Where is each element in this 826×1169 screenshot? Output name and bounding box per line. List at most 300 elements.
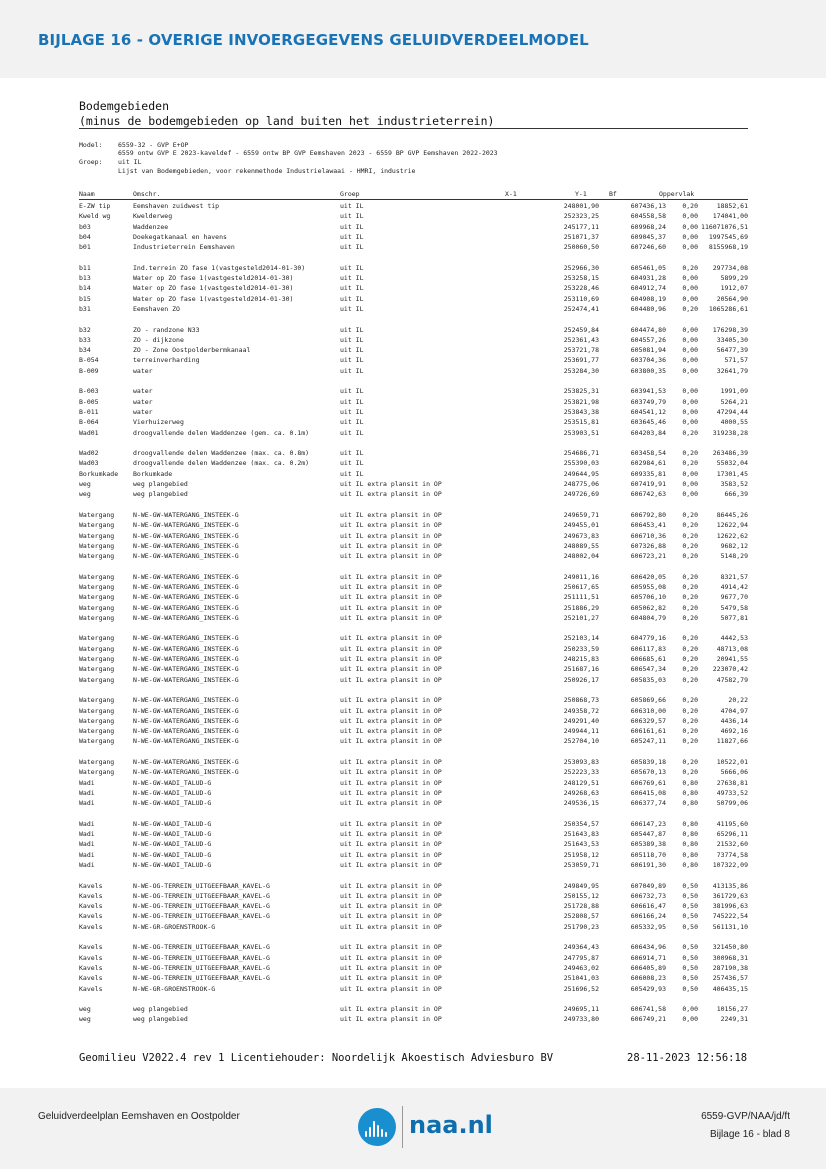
table-row xyxy=(79,963,748,973)
cell-oppervlak: 107322,09 xyxy=(712,861,748,869)
cell-naam: Borkumkade xyxy=(79,469,119,478)
cell-omschr: Water op ZO fase 1(vastgesteld2014-01-30) xyxy=(133,274,294,283)
group-spacer xyxy=(79,438,748,448)
cell-naam: b04 xyxy=(79,232,91,241)
cell-oppervlak: 73774,58 xyxy=(716,850,748,859)
cell-omschr: N-WE-GW-WATERGANG_INSTEEK-G xyxy=(133,572,239,581)
cell-naam: b31 xyxy=(79,304,91,313)
cell-omschr: N-WE-GW-WATERGANG_INSTEEK-G xyxy=(133,613,239,622)
cell-groep: uit IL xyxy=(340,335,364,344)
cell-x1: 251041,03 xyxy=(563,974,599,983)
cell-naam: Kavels xyxy=(79,953,103,962)
col-header-bf: Bf xyxy=(609,190,617,198)
cell-bf: 0,80 xyxy=(682,819,698,828)
cell-omschr: N-WE-GR-GROENSTROOK-G xyxy=(133,984,216,993)
model-line-2: 6559 ontw GVP E 2023-kaveldef - 6559 ontw BP GVP Eemshaven 2023 - 6559 BP GVP Eemshaven 2022-2023 xyxy=(118,149,498,157)
table-row xyxy=(79,355,748,365)
cell-naam: b11 xyxy=(79,263,91,272)
cell-y1: 606415,08 xyxy=(630,788,666,797)
cell-bf: 0,20 xyxy=(682,449,698,458)
cell-y1: 607246,60 xyxy=(630,243,666,252)
cell-x1: 249726,69 xyxy=(563,490,599,499)
table-row xyxy=(79,1004,748,1014)
cell-bf: 0,50 xyxy=(682,953,698,962)
cell-bf: 0,20 xyxy=(682,706,698,715)
cell-groep: uit IL extra plansit in OP xyxy=(340,665,442,674)
cell-oppervlak: 56477,39 xyxy=(716,346,748,355)
cell-naam: B-005 xyxy=(79,397,99,406)
cell-oppervlak: 9677,70 xyxy=(720,593,748,602)
cell-omschr: N-WE-OG-TERREIN_UITGEEFBAAR_KAVEL-G xyxy=(133,881,270,890)
cell-omschr: Kwelderweg xyxy=(133,212,173,221)
cell-y1: 603458,54 xyxy=(630,449,666,458)
cell-oppervlak: 50799,06 xyxy=(716,799,748,808)
cell-naam: Watergang xyxy=(79,593,115,602)
cell-bf: 0,00 xyxy=(682,407,698,416)
table-row xyxy=(79,335,748,345)
table-row xyxy=(79,407,748,417)
cell-bf: 0,20 xyxy=(682,582,698,591)
cell-bf: 0,80 xyxy=(682,840,698,849)
cell-groep: uit IL extra plansit in OP xyxy=(340,953,442,962)
cell-bf: 0,50 xyxy=(682,922,698,931)
cell-groep: uit IL xyxy=(340,263,364,272)
cell-groep: uit IL extra plansit in OP xyxy=(340,984,442,993)
cell-naam: Watergang xyxy=(79,552,115,561)
cell-y1: 606329,57 xyxy=(630,716,666,725)
cell-bf: 0,00 xyxy=(682,212,698,221)
cell-x1: 251643,83 xyxy=(563,830,599,839)
cell-groep: uit IL extra plansit in OP xyxy=(340,521,442,530)
cell-groep: uit IL extra plansit in OP xyxy=(340,480,442,489)
cell-groep: uit IL extra plansit in OP xyxy=(340,675,442,684)
cell-naam: Watergang xyxy=(79,613,115,622)
cell-naam: weg xyxy=(79,1005,91,1014)
print-datetime: 28-11-2023 12:56:18 xyxy=(627,1052,748,1064)
cell-y1: 605389,38 xyxy=(630,840,666,849)
cell-omschr: N-WE-GW-WATERGANG_INSTEEK-G xyxy=(133,644,239,653)
table-row xyxy=(79,366,748,376)
cell-omschr: ZO - Zone Oostpolderbermkanaal xyxy=(133,346,251,355)
cell-omschr: water xyxy=(133,407,153,416)
cell-groep: uit IL extra plansit in OP xyxy=(340,531,442,540)
table-row xyxy=(79,520,748,530)
cell-groep: uit IL extra plansit in OP xyxy=(340,572,442,581)
table-row xyxy=(79,273,748,283)
cell-naam: Kavels xyxy=(79,912,103,921)
cell-y1: 604931,28 xyxy=(630,274,666,283)
cell-oppervlak: 1997545,69 xyxy=(708,232,748,241)
cell-oppervlak: 47294,44 xyxy=(716,407,748,416)
naa-logo xyxy=(358,1106,493,1148)
cell-groep: uit IL extra plansit in OP xyxy=(340,1015,442,1024)
cell-omschr: N-WE-GW-WATERGANG_INSTEEK-G xyxy=(133,510,239,519)
cell-naam: Wad03 xyxy=(79,459,99,468)
cell-oppervlak: 381996,63 xyxy=(712,902,748,911)
cell-naam: Wadi xyxy=(79,840,95,849)
cell-x1: 252966,30 xyxy=(563,263,599,272)
cell-omschr: N-WE-OG-TERREIN_UITGEEFBAAR_KAVEL-G xyxy=(133,974,270,983)
cell-x1: 252361,43 xyxy=(563,335,599,344)
cell-bf: 0,20 xyxy=(682,521,698,530)
table-row xyxy=(79,201,748,211)
cell-y1: 606685,61 xyxy=(630,655,666,664)
cell-oppervlak: 12622,94 xyxy=(716,521,748,530)
footer-project-title: Geluidverdeelplan Eemshaven en Oostpolder xyxy=(38,1111,240,1122)
table-row xyxy=(79,839,748,849)
cell-oppervlak: 361729,63 xyxy=(712,891,748,900)
header-divider xyxy=(79,199,748,200)
cell-y1: 606769,61 xyxy=(630,778,666,787)
cell-bf: 0,00 xyxy=(682,222,698,231)
cell-groep: uit IL extra plansit in OP xyxy=(340,603,442,612)
cell-y1: 606147,23 xyxy=(630,819,666,828)
cell-y1: 609335,81 xyxy=(630,469,666,478)
cell-x1: 248775,06 xyxy=(563,480,599,489)
cell-omschr: N-WE-GW-WATERGANG_INSTEEK-G xyxy=(133,552,239,561)
cell-omschr: N-WE-GW-WADI_TALUD-G xyxy=(133,788,212,797)
table-row xyxy=(79,397,748,407)
cell-bf: 0,20 xyxy=(682,541,698,550)
cell-oppervlak: 49733,52 xyxy=(716,788,748,797)
cell-oppervlak: 8155968,19 xyxy=(708,243,748,252)
cell-y1: 605081,94 xyxy=(630,346,666,355)
table-row xyxy=(79,788,748,798)
cell-bf: 0,00 xyxy=(682,366,698,375)
cell-groep: uit IL extra plansit in OP xyxy=(340,552,442,561)
cell-omschr: Waddenzee xyxy=(133,222,169,231)
cell-naam: Watergang xyxy=(79,541,115,550)
cell-x1: 252474,41 xyxy=(563,304,599,313)
cell-y1: 606377,74 xyxy=(630,799,666,808)
table-row xyxy=(79,757,748,767)
cell-omschr: Eemshaven ZO xyxy=(133,304,180,313)
table-row xyxy=(79,242,748,252)
table-row xyxy=(79,891,748,901)
group-spacer xyxy=(79,500,748,510)
table-row xyxy=(79,582,748,592)
cell-y1: 604557,26 xyxy=(630,335,666,344)
cell-bf: 0,50 xyxy=(682,881,698,890)
table-row xyxy=(79,294,748,304)
cell-y1: 606710,36 xyxy=(630,531,666,540)
cell-bf: 0,00 xyxy=(682,397,698,406)
cell-x1: 250617,65 xyxy=(563,582,599,591)
cell-bf: 0,00 xyxy=(682,418,698,427)
cell-y1: 603749,79 xyxy=(630,397,666,406)
table-row xyxy=(79,222,748,232)
cell-bf: 0,20 xyxy=(682,655,698,664)
cell-groep: uit IL extra plansit in OP xyxy=(340,778,442,787)
cell-omschr: Borkumkade xyxy=(133,469,173,478)
cell-x1: 249673,83 xyxy=(563,531,599,540)
cell-omschr: weg plangebied xyxy=(133,1015,188,1024)
cell-omschr: Ind.terrein ZO fase 1(vastgesteld2014-01-30) xyxy=(133,263,306,272)
cell-naam: b15 xyxy=(79,294,91,303)
cell-y1: 607436,13 xyxy=(630,202,666,210)
cell-groep: uit IL extra plansit in OP xyxy=(340,737,442,746)
cell-groep: uit IL extra plansit in OP xyxy=(340,912,442,921)
cell-y1: 606547,34 xyxy=(630,665,666,674)
cell-omschr: ZO - dijkzone xyxy=(133,335,184,344)
cell-omschr: N-WE-GW-WADI_TALUD-G xyxy=(133,850,212,859)
cell-groep: uit IL extra plansit in OP xyxy=(340,758,442,767)
cell-x1: 252808,57 xyxy=(563,912,599,921)
cell-groep: uit IL extra plansit in OP xyxy=(340,613,442,622)
cell-naam: Watergang xyxy=(79,644,115,653)
table-row xyxy=(79,448,748,458)
cell-omschr: N-WE-GW-WATERGANG_INSTEEK-G xyxy=(133,675,239,684)
cell-bf: 0,00 xyxy=(682,387,698,396)
cell-y1: 605955,08 xyxy=(630,582,666,591)
cell-bf: 0,80 xyxy=(682,830,698,839)
cell-bf: 0,50 xyxy=(682,963,698,972)
cell-omschr: N-WE-OG-TERREIN_UITGEEFBAAR_KAVEL-G xyxy=(133,943,270,952)
group-spacer xyxy=(79,376,748,386)
cell-y1: 603941,53 xyxy=(630,387,666,396)
cell-y1: 605839,18 xyxy=(630,758,666,767)
cell-bf: 0,20 xyxy=(682,634,698,643)
cell-bf: 0,00 xyxy=(682,294,698,303)
cell-oppervlak: 55032,04 xyxy=(716,459,748,468)
cell-oppervlak: 571,57 xyxy=(724,356,748,365)
cell-groep: uit IL extra plansit in OP xyxy=(340,490,442,499)
table-row xyxy=(79,510,748,520)
cell-oppervlak: 287190,38 xyxy=(712,963,748,972)
cell-x1: 253691,77 xyxy=(563,356,599,365)
cell-omschr: N-WE-GW-WATERGANG_INSTEEK-G xyxy=(133,582,239,591)
cell-bf: 0,80 xyxy=(682,778,698,787)
table-row xyxy=(79,633,748,643)
cell-groep: uit IL extra plansit in OP xyxy=(340,963,442,972)
cell-omschr: N-WE-GW-WATERGANG_INSTEEK-G xyxy=(133,768,239,777)
table-row xyxy=(79,984,748,994)
cell-naam: b33 xyxy=(79,335,91,344)
cell-oppervlak: 32641,79 xyxy=(716,366,748,375)
cell-y1: 606405,89 xyxy=(630,963,666,972)
cell-naam: b34 xyxy=(79,346,91,355)
cell-oppervlak: 1912,07 xyxy=(720,284,748,293)
cell-omschr: weg plangebied xyxy=(133,1005,188,1014)
cell-naam: Watergang xyxy=(79,696,115,705)
section-title: Bodemgebieden xyxy=(79,99,170,113)
cell-groep: uit IL xyxy=(340,346,364,355)
cell-x1: 249291,40 xyxy=(563,716,599,725)
cell-naam: Kweld wg xyxy=(79,212,111,221)
cell-omschr: water xyxy=(133,387,153,396)
cell-groep: uit IL extra plansit in OP xyxy=(340,788,442,797)
cell-groep: uit IL xyxy=(340,202,364,210)
page-title: BIJLAGE 16 - OVERIGE INVOERGEGEVENS GELUIDVERDEELMODEL xyxy=(38,31,589,49)
cell-omschr: Industrieterrein Eemshaven xyxy=(133,243,235,252)
cell-naam: Watergang xyxy=(79,716,115,725)
cell-y1: 604804,79 xyxy=(630,613,666,622)
cell-omschr: droogvallende delen Waddenzee (gem. ca. 0.1m) xyxy=(133,428,310,437)
cell-y1: 605062,82 xyxy=(630,603,666,612)
cell-naam: Watergang xyxy=(79,768,115,777)
cell-y1: 604474,80 xyxy=(630,325,666,334)
cell-bf: 0,20 xyxy=(682,696,698,705)
cell-naam: Wadi xyxy=(79,850,95,859)
cell-y1: 607049,89 xyxy=(630,881,666,890)
cell-oppervlak: 4000,55 xyxy=(720,418,748,427)
cell-omschr: N-WE-GW-WADI_TALUD-G xyxy=(133,819,212,828)
table-row xyxy=(79,541,748,551)
cell-omschr: Water op ZO fase 1(vastgesteld2014-01-30) xyxy=(133,284,294,293)
cell-naam: Kavels xyxy=(79,943,103,952)
cell-omschr: ZO - randzone N33 xyxy=(133,325,200,334)
cell-x1: 253821,98 xyxy=(563,397,599,406)
table-row xyxy=(79,458,748,468)
footer-page: Bijlage 16 - blad 8 xyxy=(709,1129,790,1140)
table-row xyxy=(79,479,748,489)
cell-oppervlak: 666,39 xyxy=(724,490,748,499)
cell-bf: 0,00 xyxy=(682,284,698,293)
cell-groep: uit IL extra plansit in OP xyxy=(340,696,442,705)
table-row xyxy=(79,531,748,541)
table-row xyxy=(79,695,748,705)
cell-bf: 0,80 xyxy=(682,799,698,808)
cell-y1: 604912,74 xyxy=(630,284,666,293)
cell-groep: uit IL xyxy=(340,449,364,458)
table-row xyxy=(79,654,748,664)
table-row xyxy=(79,911,748,921)
table-row xyxy=(79,211,748,221)
cell-y1: 604558,58 xyxy=(630,212,666,221)
cell-x1: 253110,69 xyxy=(563,294,599,303)
cell-x1: 252223,33 xyxy=(563,768,599,777)
cell-bf: 0,00 xyxy=(682,469,698,478)
cell-x1: 248001,90 xyxy=(563,202,599,210)
cell-x1: 254686,71 xyxy=(563,449,599,458)
cell-oppervlak: 300968,31 xyxy=(712,953,748,962)
cell-y1: 607326,88 xyxy=(630,541,666,550)
table-row xyxy=(79,345,748,355)
cell-groep: uit IL xyxy=(340,387,364,396)
cell-x1: 255390,03 xyxy=(563,459,599,468)
cell-y1: 606616,47 xyxy=(630,902,666,911)
table-row xyxy=(79,386,748,396)
cell-oppervlak: 20564,90 xyxy=(716,294,748,303)
model-line-1: 6559-32 - GVP E+OP xyxy=(118,141,189,149)
table-row xyxy=(79,819,748,829)
cell-bf: 0,20 xyxy=(682,428,698,437)
table-row xyxy=(79,881,748,891)
table-row xyxy=(79,860,748,870)
cell-naam: Watergang xyxy=(79,521,115,530)
cell-y1: 606420,05 xyxy=(630,572,666,581)
cell-groep: uit IL extra plansit in OP xyxy=(340,974,442,983)
cell-x1: 249659,71 xyxy=(563,510,599,519)
cell-bf: 0,00 xyxy=(682,232,698,241)
cell-y1: 606732,73 xyxy=(630,891,666,900)
cell-groep: uit IL extra plansit in OP xyxy=(340,819,442,828)
cell-oppervlak: 48713,08 xyxy=(716,644,748,653)
cell-groep: uit IL xyxy=(340,212,364,221)
cell-omschr: N-WE-OG-TERREIN_UITGEEFBAAR_KAVEL-G xyxy=(133,891,270,900)
cell-oppervlak: 257436,57 xyxy=(712,974,748,983)
cell-groep: uit IL extra plansit in OP xyxy=(340,922,442,931)
cell-omschr: weg plangebied xyxy=(133,480,188,489)
cell-x1: 250354,57 xyxy=(563,819,599,828)
cell-x1: 253228,46 xyxy=(563,284,599,293)
cell-groep: uit IL extra plansit in OP xyxy=(340,850,442,859)
cell-groep: uit IL extra plansit in OP xyxy=(340,830,442,839)
cell-oppervlak: 12622,62 xyxy=(716,531,748,540)
col-header-oppervlak: Oppervlak xyxy=(659,190,695,198)
cell-oppervlak: 174041,00 xyxy=(712,212,748,221)
cell-oppervlak: 321450,80 xyxy=(712,943,748,952)
cell-bf: 0,20 xyxy=(682,202,698,210)
cell-x1: 251958,12 xyxy=(563,850,599,859)
cell-omschr: N-WE-GW-WADI_TALUD-G xyxy=(133,830,212,839)
cell-naam: Wadi xyxy=(79,778,95,787)
group-spacer xyxy=(79,623,748,633)
cell-bf: 0,00 xyxy=(682,243,698,252)
group-spacer xyxy=(79,747,748,757)
cell-omschr: N-WE-GW-WATERGANG_INSTEEK-G xyxy=(133,758,239,767)
table-row xyxy=(79,901,748,911)
model-label: Model: xyxy=(79,141,103,149)
cell-x1: 249644,95 xyxy=(563,469,599,478)
cell-y1: 604908,19 xyxy=(630,294,666,303)
cell-naam: Watergang xyxy=(79,582,115,591)
cell-x1: 249944,11 xyxy=(563,727,599,736)
cell-y1: 604541,12 xyxy=(630,407,666,416)
cell-omschr: N-WE-OG-TERREIN_UITGEEFBAAR_KAVEL-G xyxy=(133,963,270,972)
cell-omschr: N-WE-GW-WATERGANG_INSTEEK-G xyxy=(133,541,239,550)
cell-y1: 607419,91 xyxy=(630,480,666,489)
cell-naam: Kavels xyxy=(79,974,103,983)
cell-oppervlak: 5148,29 xyxy=(720,552,748,561)
cell-bf: 0,50 xyxy=(682,912,698,921)
cell-naam: Watergang xyxy=(79,655,115,664)
cell-oppervlak: 86445,26 xyxy=(716,510,748,519)
table-row xyxy=(79,716,748,726)
cell-x1: 250155,12 xyxy=(563,891,599,900)
groep-value: uit IL xyxy=(118,158,142,166)
cell-naam: Kavels xyxy=(79,881,103,890)
cell-oppervlak: 1991,09 xyxy=(720,387,748,396)
cell-oppervlak: 5264,21 xyxy=(720,397,748,406)
col-header-naam: Naam xyxy=(79,190,95,198)
cell-naam: weg xyxy=(79,490,91,499)
cell-x1: 249463,02 xyxy=(563,963,599,972)
cell-y1: 606008,23 xyxy=(630,974,666,983)
cell-groep: uit IL extra plansit in OP xyxy=(340,902,442,911)
section-subtitle: (minus de bodemgebieden op land buiten het industrieterrein) xyxy=(79,114,495,128)
cell-oppervlak: 4442,53 xyxy=(720,634,748,643)
cell-bf: 0,20 xyxy=(682,552,698,561)
cell-naam: Wadi xyxy=(79,861,95,869)
cell-groep: uit IL extra plansit in OP xyxy=(340,634,442,643)
cell-naam: Watergang xyxy=(79,737,115,746)
cell-omschr: N-WE-OG-TERREIN_UITGEEFBAAR_KAVEL-G xyxy=(133,953,270,962)
list-description: Lijst van Bodemgebieden, voor rekenmethode Industrielawaai - HMRI, industrie xyxy=(118,167,416,175)
cell-groep: uit IL extra plansit in OP xyxy=(340,541,442,550)
cell-x1: 251643,53 xyxy=(563,840,599,849)
cell-x1: 251696,52 xyxy=(563,984,599,993)
table-row xyxy=(79,850,748,860)
cell-naam: Watergang xyxy=(79,758,115,767)
cell-x1: 249011,16 xyxy=(563,572,599,581)
cell-x1: 253903,51 xyxy=(563,428,599,437)
table-row xyxy=(79,922,748,932)
cell-groep: uit IL xyxy=(340,418,364,427)
table-row xyxy=(79,428,748,438)
cell-y1: 603704,36 xyxy=(630,356,666,365)
cell-x1: 248002,04 xyxy=(563,552,599,561)
